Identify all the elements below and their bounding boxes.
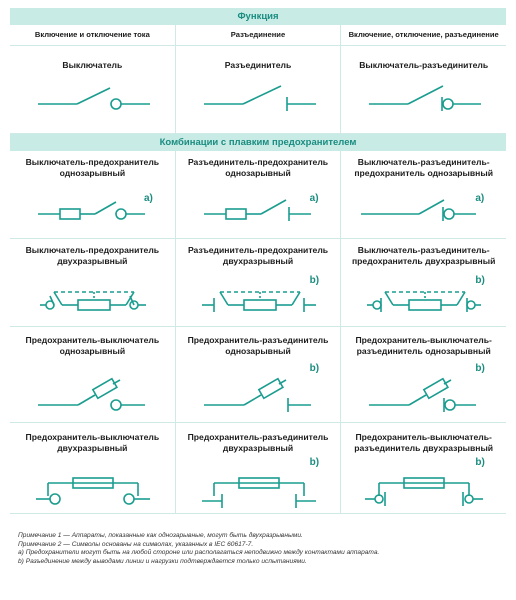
- switch-disconnector-fuse-1-symbol: [341, 151, 506, 238]
- note-b-tag: b): [309, 363, 320, 374]
- fuse-combination-table: [10, 8, 506, 514]
- disconnector-symbol: [176, 46, 341, 133]
- single-break-fuse-after-row: [10, 151, 506, 239]
- fuse-switch-1-symbol: [10, 327, 175, 422]
- switch-disconnector-fuse-2-title: Выключатель-разъединитель-предохранитель двухразрывный: [351, 245, 496, 266]
- fuse-carrying-single-break-row: [10, 327, 506, 423]
- fuse-disconnector-2-title: Предохранитель-разъединитель двухразрывный: [187, 432, 329, 453]
- disconnector-fuse-2-symbol: [176, 239, 341, 326]
- cell-disconnector-fuse-1: [176, 151, 342, 238]
- switch-disconnector-symbol: [341, 46, 506, 133]
- footnote-a: a) Предохранители могут быть на любой стороне или располагаться неподвижно между контактами аппарата.: [18, 549, 380, 557]
- basic-devices-row: [10, 46, 506, 134]
- cell-fuse-switch-disconnector-2: [341, 423, 506, 513]
- column-header-switch-disconnecting: Включение, отключение, разъединение: [348, 30, 499, 39]
- disconnector-title: Разъединитель: [224, 60, 292, 70]
- switch-disconnector-title: Выключатель-разъединитель: [359, 60, 489, 70]
- fuse-switch-2-symbol: [10, 423, 175, 513]
- fuse-switch-disconnector-1-symbol: [341, 327, 506, 422]
- cell-switch-disconnector-fuse-1: [341, 151, 506, 238]
- note-b-tag: b): [475, 457, 485, 468]
- switch-fuse-1-symbol: [10, 151, 175, 238]
- fuse-disconnector-1-title: Предохранитель-разъединитель однозарывный: [187, 335, 329, 356]
- note-b-tag: b): [309, 457, 320, 468]
- note-a-tag: a): [475, 193, 485, 204]
- disconnector-fuse-1-symbol: [176, 151, 341, 238]
- footnote-2: Примечание 2 — Символы основаны на символах, указанных в IEC 60617-7.: [18, 540, 254, 548]
- cell-switch-fuse-2: [10, 239, 176, 326]
- column-header-row: [10, 25, 506, 46]
- fuse-switch-2-title: Предохранитель-выключатель двухразрывный: [25, 432, 160, 453]
- cell-switch-fuse-1: [10, 151, 176, 238]
- cell-switch-disconnector: [341, 46, 506, 133]
- switch-fuse-2-symbol: [10, 239, 175, 326]
- fuse-disconnector-2-symbol: [176, 423, 341, 513]
- disconnector-fuse-2-title: Разъединитель-предохранитель двухразрывный: [187, 245, 329, 266]
- cell-disconnector-fuse-2: [176, 239, 342, 326]
- note-b-tag: b): [475, 363, 485, 374]
- function-header: Функция: [10, 8, 506, 25]
- disconnector-fuse-1-title: Разъединитель-предохранитель однозарывный: [187, 157, 329, 178]
- note-a-tag: a): [309, 193, 319, 204]
- column-header-disconnecting: Разъединение: [176, 25, 342, 45]
- fuse-switch-disconnector-2-symbol: [341, 423, 506, 513]
- note-a-tag: a): [144, 193, 153, 204]
- footnotes: [18, 532, 379, 566]
- cell-fuse-switch-2: [10, 423, 176, 513]
- fuse-switch-disconnector-2-title: Предохранитель-выключатель-разъединитель двухразрывный: [354, 432, 494, 453]
- cell-fuse-switch-1: [10, 327, 176, 422]
- note-b-tag: b): [475, 275, 485, 286]
- switch-fuse-2-title: Выключатель-предохранитель двухразрывный: [25, 245, 160, 266]
- fuse-switch-1-title: Предохранитель-выключатель однозарывный: [25, 335, 160, 356]
- switch-disconnector-fuse-1-title: Выключатель-разъединитель-предохранитель однозарывный: [354, 157, 493, 178]
- cell-switch: [10, 46, 176, 133]
- column-header-switching: Включение и отключение тока: [10, 25, 176, 45]
- cell-fuse-disconnector-1: [176, 327, 342, 422]
- cell-fuse-switch-disconnector-1: [341, 327, 506, 422]
- switch-disconnector-fuse-2-symbol: [341, 239, 506, 326]
- fuse-disconnector-1-symbol: [176, 327, 341, 422]
- footnote-1: Примечание 1 — Аппараты, показанные как однозарывные, могут быть двухразрывными.: [18, 532, 303, 539]
- note-b-tag: b): [309, 275, 320, 286]
- footnote-b: b) Разъединение между выводами линии и нагрузки подтверждается только испытаниями.: [18, 557, 307, 565]
- fuse-carrying-double-break-row: [10, 423, 506, 514]
- combinations-header: Комбинации с плавким предохранителем: [10, 134, 506, 151]
- cell-disconnector: [176, 46, 342, 133]
- switch-title: Выключатель: [62, 60, 123, 70]
- cell-switch-disconnector-fuse-2: [341, 239, 506, 326]
- double-break-row: [10, 239, 506, 327]
- switch-fuse-1-title: Выключатель-предохранитель однозарывный: [25, 157, 160, 178]
- switch-symbol: [10, 46, 175, 133]
- cell-fuse-disconnector-2: [176, 423, 342, 513]
- fuse-switch-disconnector-1-title: Предохранитель-выключатель-разъединитель однозарывный: [355, 335, 492, 356]
